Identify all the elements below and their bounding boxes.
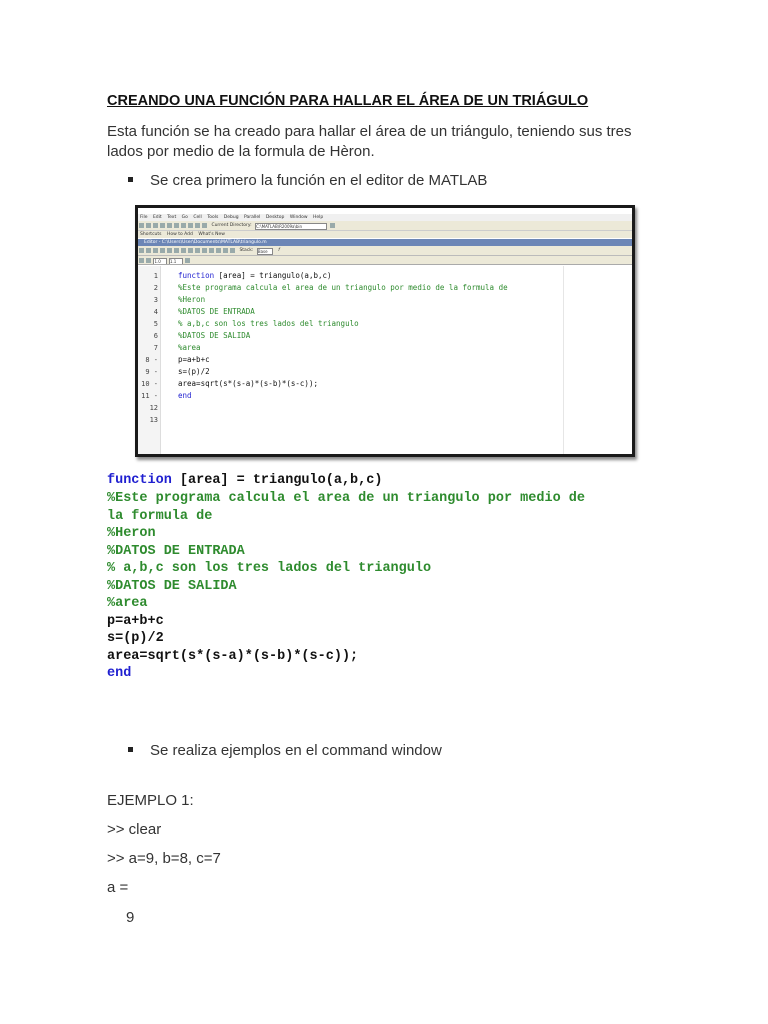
- cut-icon: [160, 248, 165, 253]
- matlab-main-toolbar: [138, 221, 632, 231]
- matlab-window: [138, 208, 632, 454]
- shortcut-how-to-add: How to Add: [166, 232, 193, 237]
- help-icon: [202, 223, 207, 228]
- code-line: %Este programa calcula el area de un triangulo por medio de la formula de: [178, 283, 508, 292]
- stack-label: Stack:: [239, 248, 254, 253]
- guide-icon: [195, 223, 200, 228]
- code-line: %DATOS DE ENTRADA: [178, 307, 255, 316]
- line-number: 7: [153, 344, 158, 352]
- eval-cell-icon: [146, 258, 151, 263]
- code-listing-line-2: %Este programa calcula el area de un triangulo por medio de: [107, 491, 585, 506]
- code-line: [178, 271, 332, 280]
- zoom-field-a: 1.0: [153, 258, 167, 265]
- output-label: a =: [107, 879, 129, 896]
- open-icon: [146, 223, 151, 228]
- code-listing-line-9: p=a+b+c: [107, 614, 164, 629]
- zoom-field-b: 1.1: [169, 258, 183, 265]
- editor-toolbar: [138, 246, 632, 256]
- shortcut-whats-new: What's New: [198, 232, 225, 237]
- open-icon: [146, 248, 151, 253]
- save-icon: [153, 248, 158, 253]
- code-listing-line-4: %Heron: [107, 526, 156, 541]
- editor-code-area[interactable]: [178, 266, 562, 454]
- code-listing-line-12: end: [107, 666, 132, 681]
- line-number-gutter: [138, 266, 161, 454]
- line-number: 2: [153, 284, 158, 292]
- code-listing-line-7: %DATOS DE SALIDA: [107, 579, 237, 594]
- new-icon: [139, 248, 144, 253]
- shortcuts-label: Shortcuts: [140, 232, 162, 237]
- editor-right-margin: [563, 266, 632, 454]
- bullet-text: Se crea primero la función en el editor de MATLAB: [150, 172, 488, 189]
- new-file-icon: [139, 223, 144, 228]
- bullet-icon: [128, 747, 133, 752]
- undo-icon: [181, 248, 186, 253]
- line-number: 13: [149, 416, 158, 424]
- menu-file: File: [140, 215, 148, 220]
- menu-debug: Debug: [223, 215, 239, 220]
- code-listing-line-6: % a,b,c son los tres lados del triangulo: [107, 561, 432, 576]
- output-value: 9: [126, 909, 135, 926]
- menu-go: Go: [181, 215, 188, 220]
- cell-mode-icon: [139, 258, 144, 263]
- cut-icon: [153, 223, 158, 228]
- code-listing-line-8: %area: [107, 596, 148, 611]
- line-number: 3: [153, 296, 158, 304]
- code-line: %Heron: [178, 295, 206, 304]
- breakpoint-icon: [223, 248, 228, 253]
- line-number: 1: [153, 272, 158, 280]
- code-text: [area] = triangulo(a,b,c): [171, 473, 383, 488]
- command-line-2: >> a=9, b=8, c=7: [107, 850, 221, 867]
- command-line-1: >> clear: [107, 821, 162, 838]
- page-title: CREANDO UNA FUNCIÓN PARA HALLAR EL ÁREA DE UN TRIÁGULO: [107, 93, 589, 109]
- matlab-menubar: [138, 214, 632, 221]
- menu-desktop: Desktop: [265, 215, 285, 220]
- function-icon: f: [278, 248, 280, 253]
- code-line: area=sqrt(s*(s-a)*(s-b)*(s-c));: [178, 379, 318, 388]
- bullet-item-command-window: [128, 742, 442, 759]
- print-icon: [195, 248, 200, 253]
- line-number: 6: [153, 332, 158, 340]
- code-keyword: function: [178, 271, 215, 280]
- cell-nav-icon: [185, 258, 190, 263]
- menu-help: Help: [313, 215, 324, 220]
- matlab-shortcuts-bar: [138, 231, 632, 238]
- code-line: s=(p)/2: [178, 367, 210, 376]
- paste-icon: [167, 223, 172, 228]
- line-number: 9 -: [145, 368, 158, 376]
- menu-cell: Cell: [193, 215, 202, 220]
- editor-titlebar: [138, 239, 632, 246]
- code-keyword: function: [107, 473, 172, 488]
- bullet-item-editor: [128, 172, 487, 189]
- code-line: end: [178, 391, 192, 400]
- current-directory-label: Current Directory:: [211, 223, 252, 228]
- forward-icon: [216, 248, 221, 253]
- line-number: 4: [153, 308, 158, 316]
- code-line: %DATOS DE SALIDA: [178, 331, 251, 340]
- line-number: 5: [153, 320, 158, 328]
- menu-text: Text: [167, 215, 177, 220]
- menu-tools: Tools: [207, 215, 219, 220]
- current-directory-field: C:\MATLAB\R2009a\bin: [255, 223, 327, 230]
- find-icon: [202, 248, 207, 253]
- code-listing-line-3: la formula de: [107, 509, 213, 524]
- step-icon: [230, 248, 235, 253]
- menu-edit: Edit: [152, 215, 162, 220]
- example-heading: EJEMPLO 1:: [107, 792, 194, 809]
- code-listing-line-10: s=(p)/2: [107, 631, 164, 646]
- code-line: %area: [178, 343, 201, 352]
- menu-window: Window: [289, 215, 308, 220]
- back-icon: [209, 248, 214, 253]
- browse-folder-icon: [330, 223, 335, 228]
- editor-title: Editor - C:\Users\User\Documents\MATLAB\triangulo.m: [144, 240, 267, 245]
- code-line: % a,b,c son los tres lados del triangulo: [178, 319, 359, 328]
- bullet-icon: [128, 177, 133, 182]
- line-number: 11 -: [141, 392, 158, 400]
- paste-icon: [174, 248, 179, 253]
- code-listing-line-1: [107, 473, 382, 488]
- simulink-icon: [188, 223, 193, 228]
- cell-toolbar: [138, 256, 632, 265]
- bullet-text: Se realiza ejemplos en el command window: [150, 742, 442, 759]
- code-listing-line-11: area=sqrt(s*(s-a)*(s-b)*(s-c));: [107, 649, 359, 664]
- code-listing-line-5: %DATOS DE ENTRADA: [107, 544, 245, 559]
- copy-icon: [167, 248, 172, 253]
- line-number: 10 -: [141, 380, 158, 388]
- code-text: [area] = triangulo(a,b,c): [214, 271, 332, 280]
- code-line: p=a+b+c: [178, 355, 210, 364]
- redo-icon: [188, 248, 193, 253]
- line-number: 8 -: [145, 356, 158, 364]
- copy-icon: [160, 223, 165, 228]
- undo-icon: [174, 223, 179, 228]
- line-number: 12: [149, 404, 158, 412]
- intro-paragraph: Esta función se ha creado para hallar el área de un triángulo, teniendo sus tres lados por medio de la formula de Hèron.: [107, 123, 632, 160]
- redo-icon: [181, 223, 186, 228]
- matlab-screenshot: [135, 205, 635, 457]
- menu-parallel: Parallel: [244, 215, 261, 220]
- stack-select: Base: [257, 248, 273, 255]
